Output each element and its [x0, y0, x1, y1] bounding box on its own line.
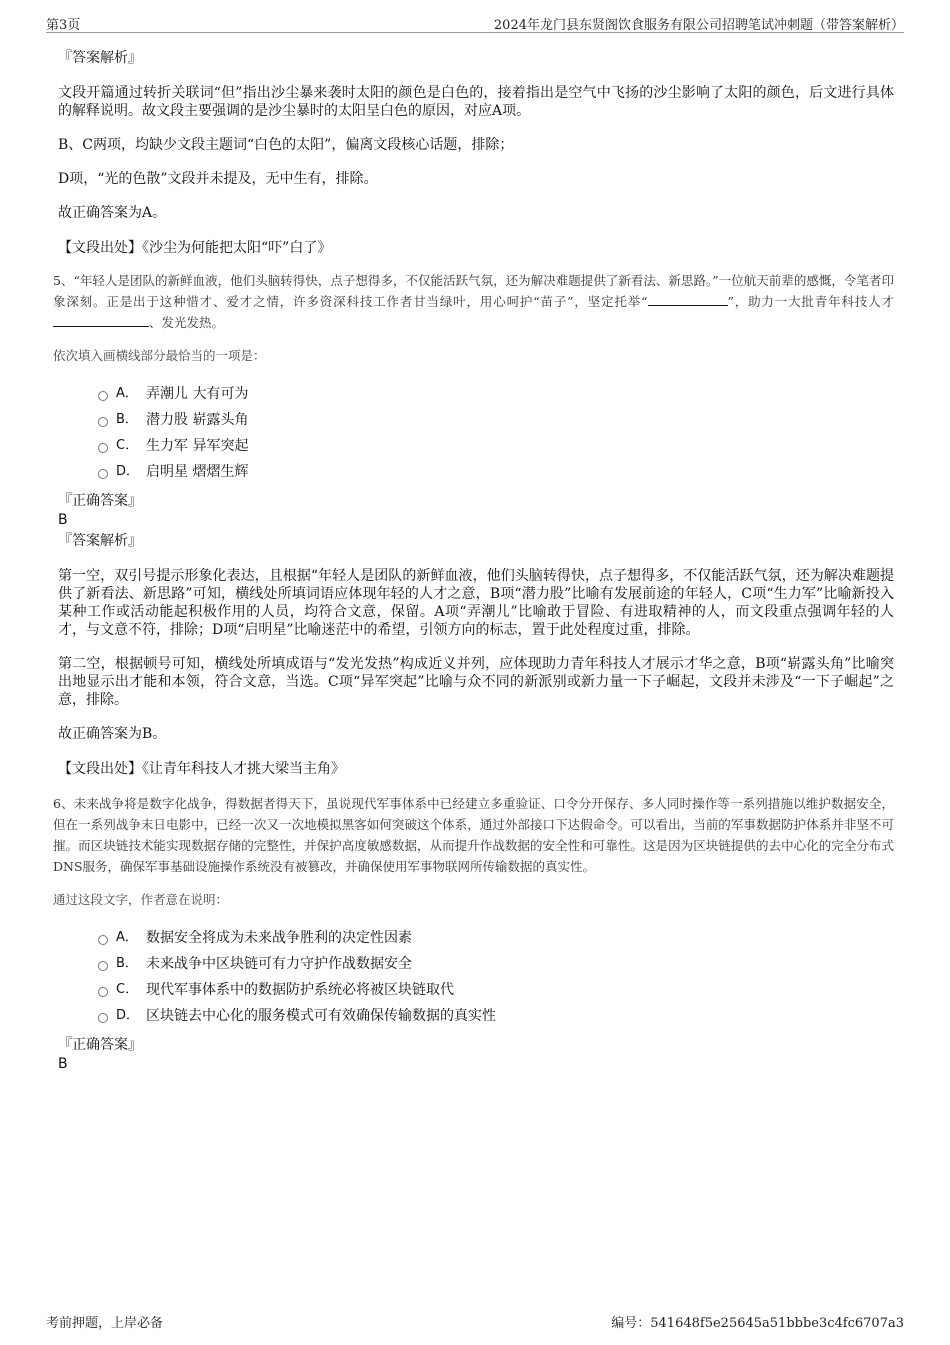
radio-icon[interactable] [98, 391, 108, 401]
q6-question-text: 6、未来战争将是数字化战争，得数据者得天下，虽说现代军事体系中已经建立多重验证、口令分开保存、多人同时操作等一系列措施以维护数据安全，但在一系列战争末日电影中，已经一次又一次地模拟黑客如何突破这个体系，通过外部接口下达假命令。可以看出，当前的军事数据防护体系并非坚不可摧。而区块链技术能实现数据存储的完整性，并保护高度敏感数据，从而提升作战数据的安全性和可靠性。这是因为区块链提供的去中心化的完全分布式DNS服务，确保军事基础设施操作系统没有被篡改，并确保使用军事物联网所传输数据的真实性。 [53, 796, 894, 874]
q4-analysis-label: 『答案解析』 [58, 50, 142, 66]
q5-blank-2 [53, 314, 149, 327]
document-serial: 编号：541648f5e25645a51bbbe3c4fc6707a3 [611, 1316, 904, 1331]
footer-slogan: 考前押题，上岸必备 [46, 1316, 164, 1331]
radio-icon[interactable] [98, 987, 108, 997]
q6-option-c[interactable]: C． 现代军事体系中的数据防护系统必将被区块链取代 [98, 977, 894, 1003]
radio-icon[interactable] [98, 1013, 108, 1023]
q6-prompt: 通过这段文字，作者意在说明： [53, 892, 229, 907]
q6-answer-label: 『正确答案』 [58, 1037, 142, 1053]
page-content [53, 44, 894, 1073]
q6-option-a[interactable]: A． 数据安全将成为未来战争胜利的决定性因素 [98, 925, 894, 951]
q4-analysis-p3: D项，“光的色散”文段并未提及，无中生有，排除。 [58, 171, 378, 187]
radio-icon[interactable] [98, 961, 108, 971]
q6-answer: B [58, 1056, 68, 1072]
q5-source: 【文段出处】《让青年科技人才挑大梁当主角》 [58, 761, 345, 777]
q5-analysis-p1: 第一空，双引号提示形象化表达，且根据“年轻人是团队的新鲜血液，他们头脑转得快，点子想得多，不仅能活跃气氛，还为解决难题提供了新看法、新思路”可知，横线处所填词语应体现年轻的人才之意，B项“潜力股”比喻有发展前途的年轻人，C项“生力军”比喻新投入某种工作或活动能起积极作用的人员，均符合文意，保留。A项“弄潮儿”比喻敢于冒险、有进取精神的人，而文段重点强调年轻的人才，与文意不符，排除；D项“启明星”比喻迷茫中的希望，引领方向的标志，置于此处程度过重，排除。 [58, 568, 894, 638]
radio-icon[interactable] [98, 935, 108, 945]
q5-analysis-p2: 第二空，根据顿号可知，横线处所填成语与“发光发热”构成近义并列，应体现助力青年科技人才展示才华之意，B项“崭露头角”比喻突出地显示出才能和本领，符合文意，当选。C项“异军突起”比喻与众不同的新派别或新力量一下子崛起，文段并未涉及“一下子崛起”之意，排除。 [58, 656, 894, 708]
q5-answer: B [58, 512, 68, 528]
q4-answer-statement: 故正确答案为A。 [58, 205, 167, 221]
q6-option-d[interactable]: D． 区块链去中心化的服务模式可有效确保传输数据的真实性 [98, 1003, 894, 1029]
q5-answer-statement: 故正确答案为B。 [58, 726, 167, 742]
page-number: 第3页 [46, 18, 81, 33]
q5-option-c[interactable]: C． 生力军 异军突起 [98, 433, 894, 459]
q4-source: 【文段出处】《沙尘为何能把太阳“吓”白了》 [58, 240, 332, 256]
q4-analysis-p1: 文段开篇通过转折关联词“但”指出沙尘暴来袭时太阳的颜色是白色的，接着指出是空气中飞扬的沙尘影响了太阳的颜色，后文进行具体的解释说明。故文段主要强调的是沙尘暴时的太阳呈白色的原因，对应A项。 [58, 85, 894, 119]
q5-options [98, 381, 894, 485]
q5-prompt: 依次填入画横线部分最恰当的一项是： [53, 348, 266, 363]
radio-icon[interactable] [98, 443, 108, 453]
document-title: 2024年龙门县东贤阁饮食服务有限公司招聘笔试冲刺题（带答案解析） [493, 18, 904, 33]
q4-analysis-p2: B、C两项，均缺少文段主题词“白色的太阳”，偏离文段核心话题，排除； [58, 137, 514, 153]
q6-options [98, 925, 894, 1029]
q5-answer-label: 『正确答案』 [58, 493, 142, 509]
q5-analysis-label: 『答案解析』 [58, 533, 142, 549]
page-header [46, 12, 904, 33]
radio-icon[interactable] [98, 469, 108, 479]
q5-option-a[interactable]: A． 弄潮儿 大有可为 [98, 381, 894, 407]
q5-option-d[interactable]: D． 启明星 熠熠生辉 [98, 459, 894, 485]
q5-blank-1 [648, 293, 728, 306]
q6-option-b[interactable]: B． 未来战争中区块链可有力守护作战数据安全 [98, 951, 894, 977]
page-footer [46, 1312, 904, 1332]
radio-icon[interactable] [98, 417, 108, 427]
q5-option-b[interactable]: B． 潜力股 崭露头角 [98, 407, 894, 433]
q5-question-text: 5、“年轻人是团队的新鲜血液，他们头脑转得快，点子想得多，不仅能活跃气氛，还为解决难题提供了新看法、新思路。”一位航天前辈的感慨，令笔者印象深刻。正是出于这种惜才、爱才之情，许多资深科技工作者甘当绿叶，用心呵护“苗子”，坚定托举“ ”，助力一大批青年科技人才、发光发热。 [53, 273, 894, 330]
